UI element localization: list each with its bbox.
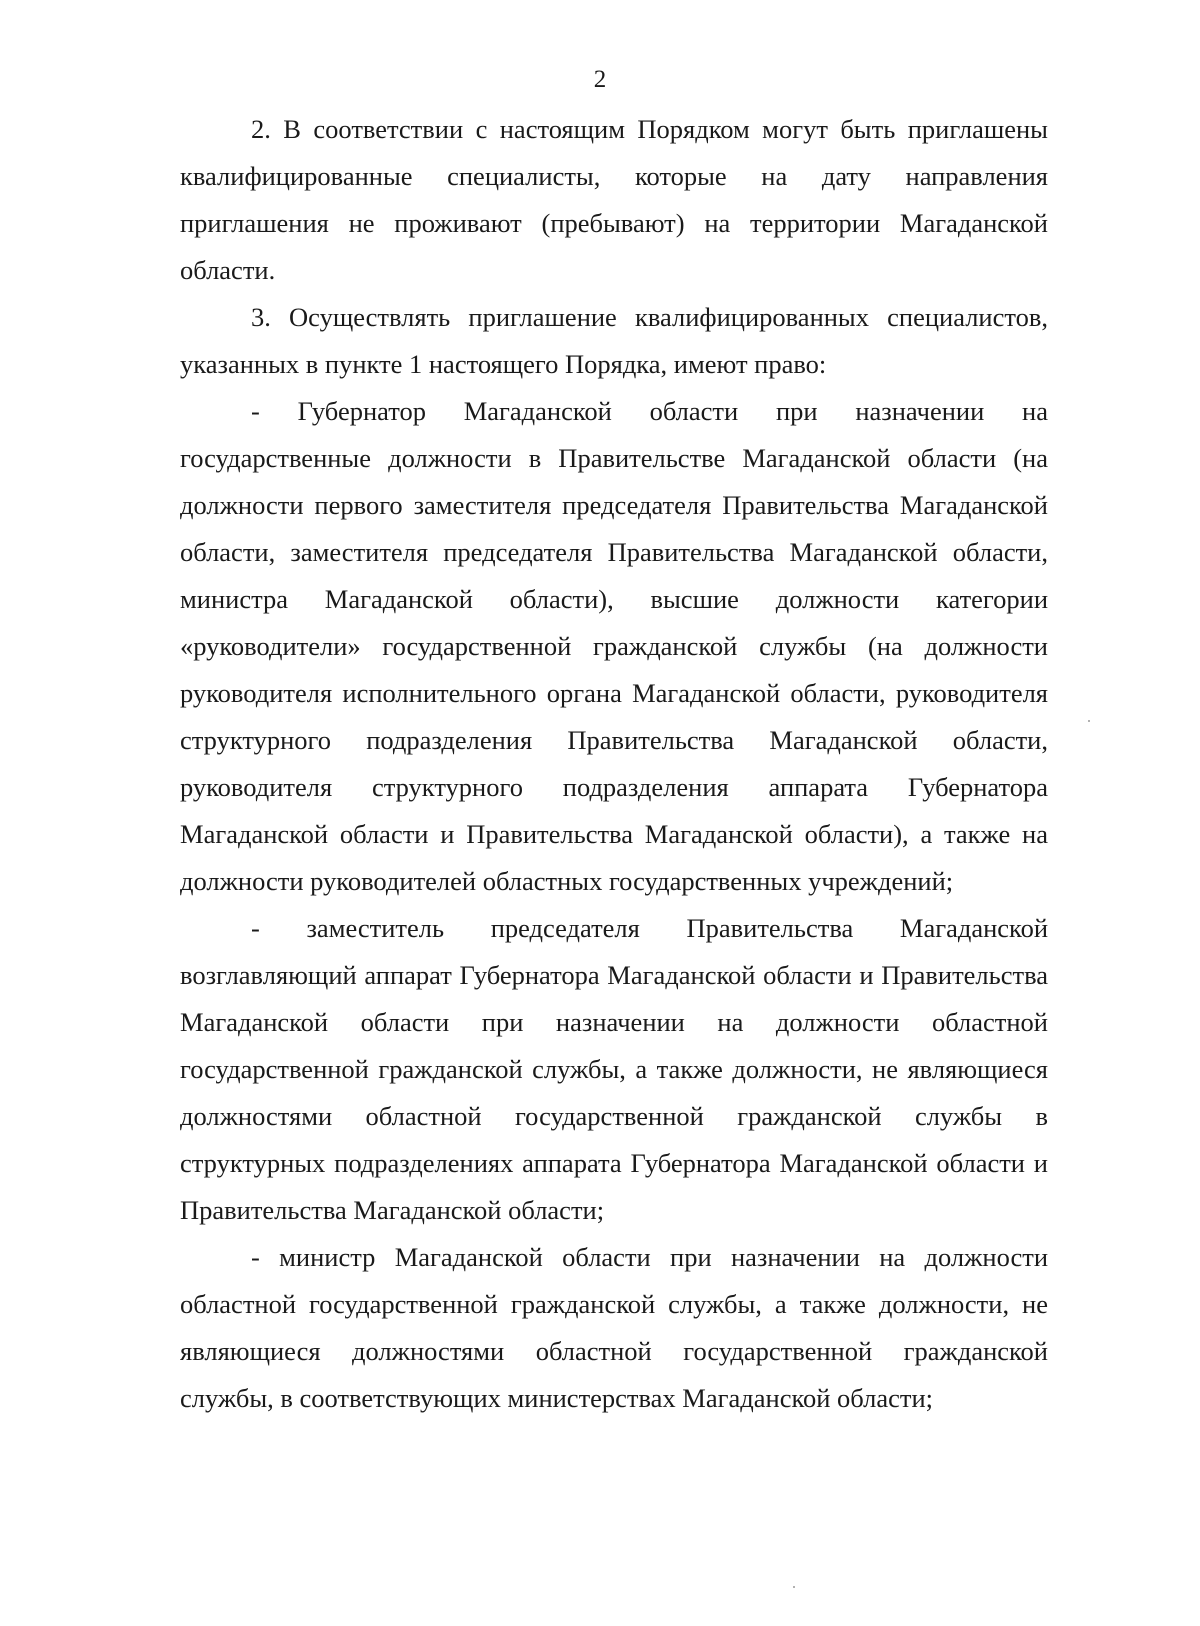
paragraph-item-3: 3. Осуществлять приглашение квалифицированных специалистов, указанных в пункте 1 настоящего Порядка, имеют право: (180, 302, 1048, 379)
scan-speck (1088, 720, 1090, 722)
page-number: 2 (593, 66, 607, 93)
document-body (180, 106, 1048, 1422)
list-item-deputy-chairman: - заместитель председателя Правительства Магаданской возглавляющий аппарат Губернатора Магаданской области и Правительства Магаданской области при назначении на должности областной государственной гражданской службы, а также должности, не являющиеся должностями областной государственной гражданской службы в структурных подразделениях аппарата Губернатора Магаданской области и Правительства Магаданской области; (180, 913, 1048, 1225)
list-item-minister: - министр Магаданской области при назначении на должности областной государственной гражданской службы, а также должности, не являющиеся должностями областной государственной гражданской службы, в соответствующих министерствах Магаданской области; (180, 1242, 1048, 1413)
list-item-governor: - Губернатор Магаданской области при назначении на государственные должности в Правительстве Магаданской области (на должности первого заместителя председателя Правительства Магаданской области, заместителя председателя Правительства Магаданской области, министра Магаданской области), высшие должности категории «руководители» государственной гражданской службы (на должности руководителя исполнительного органа Магаданской области, руководителя структурного подразделения Правительства Магаданской области, руководителя структурного подразделения аппарата Губернатора Магаданской области и Правительства Магаданской области), а также на должности руководителей областных государственных учреждений; (180, 396, 1048, 896)
scan-speck (793, 1586, 795, 1588)
paragraph-item-2: 2. В соответствии с настоящим Порядком могут быть приглашены квалифицированные специалисты, которые на дату направления приглашения не проживают (пребывают) на территории Магаданской области. (180, 114, 1048, 285)
